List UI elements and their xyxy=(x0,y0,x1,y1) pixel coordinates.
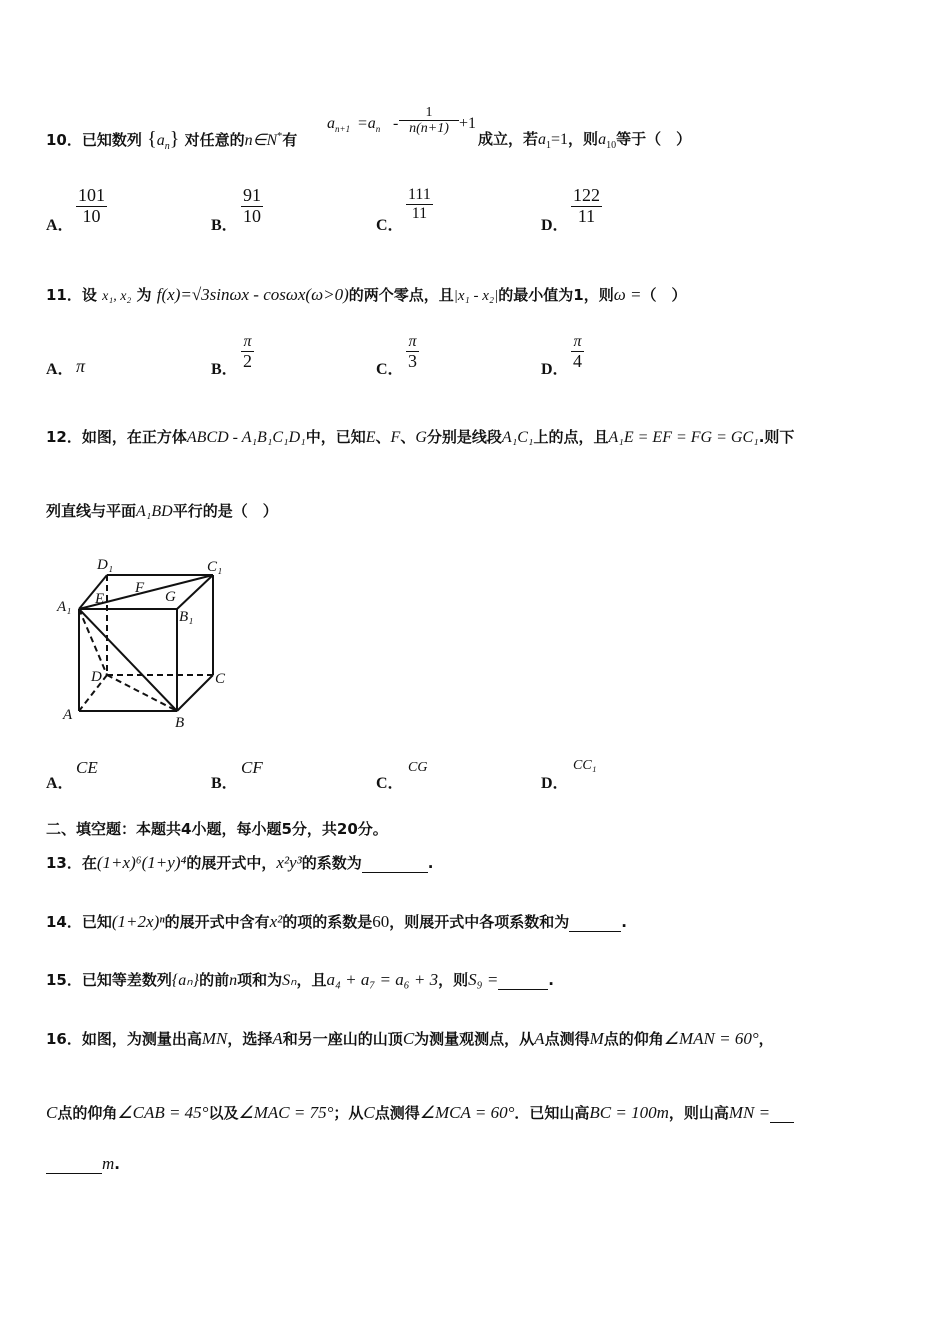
q16-answer-blank-part2[interactable] xyxy=(46,1155,102,1174)
q13-number: 13． xyxy=(46,854,82,872)
cube-figure xyxy=(55,553,235,733)
label-b: B xyxy=(175,715,185,731)
q14-number: 14． xyxy=(46,913,82,931)
label-g: G xyxy=(165,589,176,605)
label-e: E xyxy=(95,591,105,607)
q15-answer-blank[interactable] xyxy=(498,971,548,990)
line-a1-d-hidden xyxy=(79,609,107,675)
q10-number: 10． xyxy=(46,131,82,149)
q16-answer-blank-part1[interactable] xyxy=(770,1104,794,1123)
label-a1: A₁ xyxy=(57,599,72,615)
label-d1: D₁ xyxy=(97,557,114,573)
q16-stem-line2: C点的仰角∠CAB = 45°以及∠MAC = 75°；从C点测得∠MCA = 60°．已知山高BC = 100m，则山高MN = xyxy=(46,1102,794,1123)
q14-answer-blank[interactable] xyxy=(569,913,621,932)
q11-stem: 11．设 x₁, x₂ 为 f(x)=√3sinωx - cosωx(ω>0)的两个零点，且|x₁ - x₂|的最小值为1，则ω =（ ） xyxy=(46,285,687,304)
q12-stem: 12．如图，在正方体ABCD - A₁B₁C₁D₁中，已知E、F、G分别是线段A₁C₁上的点，且A₁E = EF = FG = GC₁.则下 xyxy=(46,428,795,446)
label-a: A xyxy=(63,707,73,723)
q12-stem-line2: 列直线与平面A₁BD平行的是（ ） xyxy=(46,502,278,520)
q15-stem: 15．已知等差数列{aₙ}的前n项和为Sₙ，且a₄ + a₇ = a₆ + 3，则S₉ = . xyxy=(46,970,554,989)
q15-number: 15． xyxy=(46,971,82,989)
q13-stem: 13．在(1+x)⁶(1+y)⁴的展开式中，x²y³的系数为 . xyxy=(46,853,434,872)
label-c: C xyxy=(215,671,226,687)
brace-open: { xyxy=(147,128,157,150)
q11-function: f(x)=√3sinωx - cosωx(ω>0) xyxy=(156,285,349,304)
q14-stem: 14．已知(1+2x)ⁿ的展开式中含有x²的项的系数是60，则展开式中各项系数和为 . xyxy=(46,912,627,931)
section-title: 二、填空题：本题共4小题，每小题5分，共20分。 xyxy=(46,820,388,838)
q16-stem-line1: 16．如图，为测量出高MN，选择A和另一座山的山顶C为测量观测点，从A点测得M点的仰角∠MAN = 60°， xyxy=(46,1029,774,1048)
q10-stem: 10．已知数列 $\{a_n\}$ 对任意的n∈N*有 xyxy=(46,128,298,152)
q16-stem-line3: m. xyxy=(46,1154,120,1174)
q13-answer-blank[interactable] xyxy=(362,854,428,873)
label-c1: C₁ xyxy=(207,559,223,575)
line-d-b-hidden xyxy=(107,675,177,711)
q10-frac: $\frac{1}{n(n+1)}$ xyxy=(399,105,459,137)
line-a1-b xyxy=(79,609,177,711)
q10-stem-end: 成立，若$a_1=1$，则$a_{10}$等于（ ） xyxy=(478,130,692,151)
brace-close: } xyxy=(169,128,180,150)
label-b1: B₁ xyxy=(179,609,194,625)
edge-c-b xyxy=(177,675,213,711)
q12-number: 12． xyxy=(46,428,82,446)
label-f: F xyxy=(135,580,145,596)
label-d: D xyxy=(91,669,102,685)
q11-number: 11． xyxy=(46,286,82,304)
q16-number: 16． xyxy=(46,1030,82,1048)
